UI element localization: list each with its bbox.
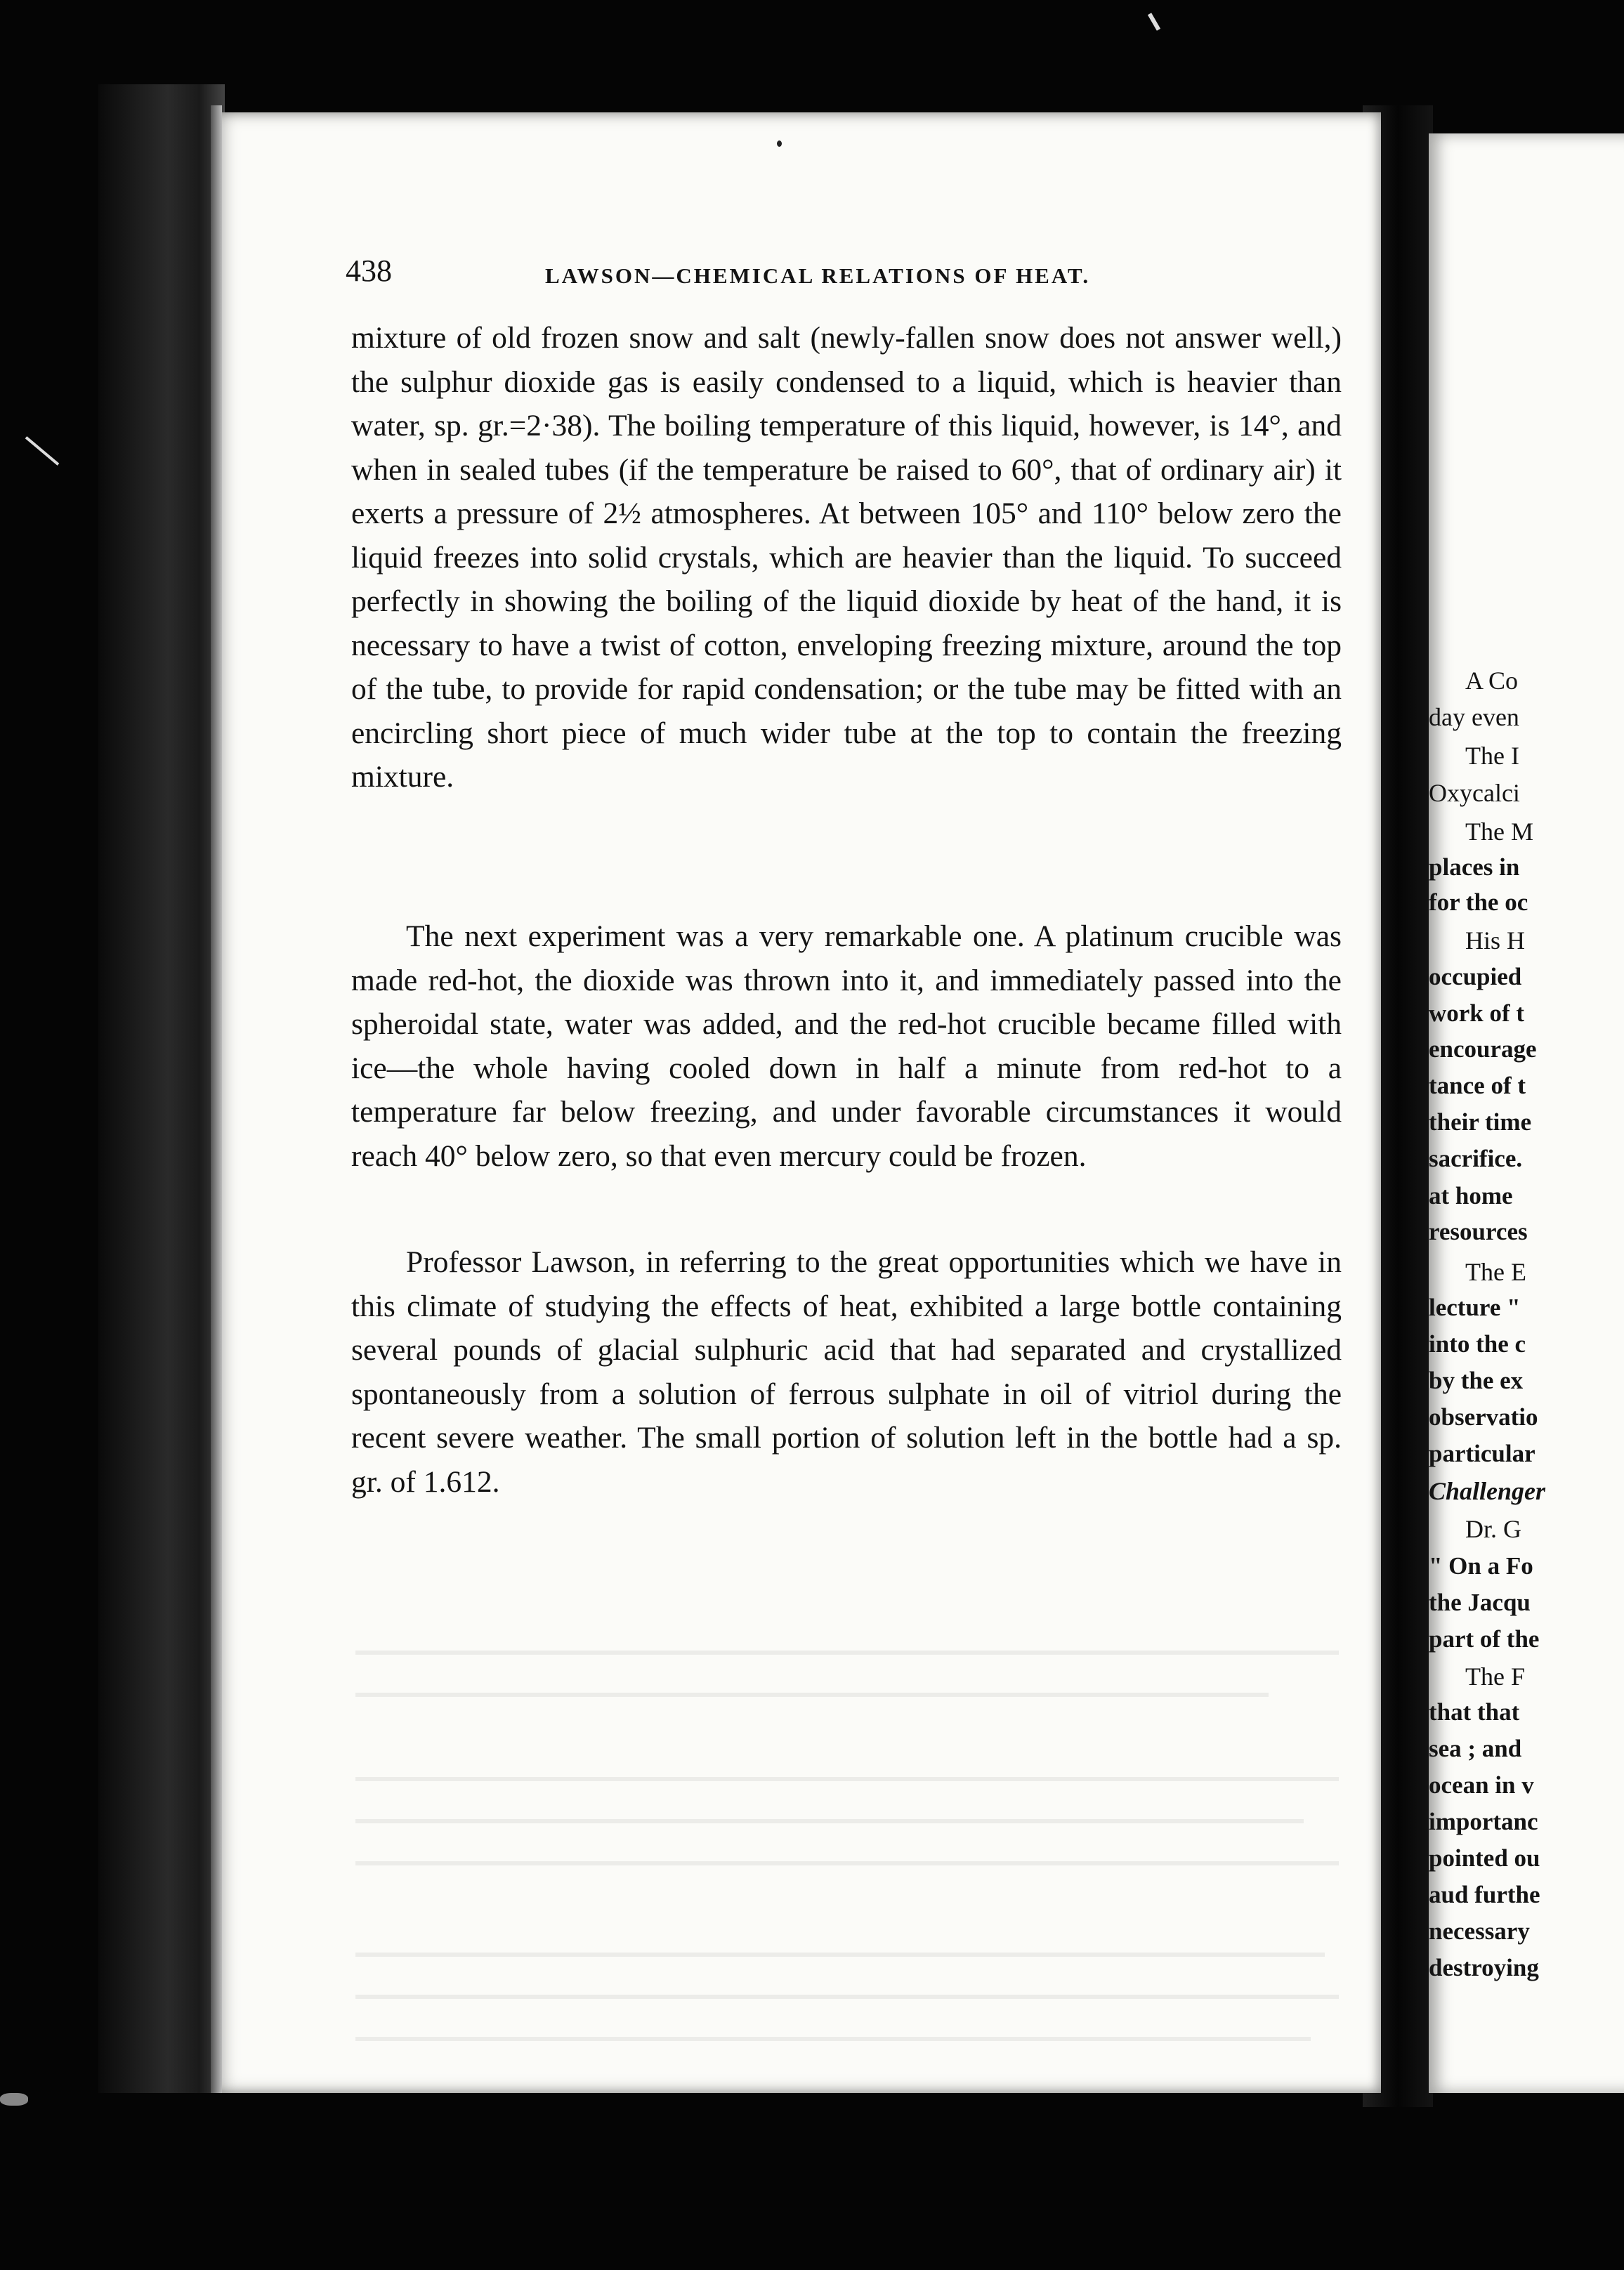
right-page-line: occupied [1429,963,1522,990]
right-page-line: observatio [1429,1403,1538,1431]
bleed-through [355,1953,1325,1957]
paragraph-text: mixture of old frozen snow and salt (newly-fallen snow does not answer well,) the sulphur dioxide gas is easily condensed to a liquid, which is heavier than water, sp. gr.=2·38). The boiling temperature of this liquid, however, is 14°, and when in sealed tubes (if the temperature be raised to 60°, that of ordinary air) it exerts a pressure of 2½ atmospheres. At between 105° and 110° below zero the liquid freezes into solid crystals, which are heavier than the liquid. To succeed perfectly in showing the boiling of the liquid dioxide by heat of the hand, it is necessary to have a twist of cotton, enveloping freezing mixture, around the top of the tube, to provide for rapid condensation; or the tube may be fitted with an encircling short piece of much wider tube at the top to contain the freezing mixture. [351,321,1342,794]
bleed-through [355,1651,1339,1655]
bleed-through [355,2037,1311,2041]
left-page [215,112,1381,2093]
right-page-line: Dr. G [1465,1515,1521,1543]
right-page-line: ocean in v [1429,1771,1534,1799]
right-page-line: particular [1429,1440,1535,1467]
right-page-line: their time [1429,1108,1532,1136]
right-page-line: work of t [1429,999,1525,1027]
paragraph-text: Professor Lawson, in referring to the great opportunities which we have in this climate of studying the effects of heat, exhibited a large bottle containing several pounds of glacial sulphuric acid that had separated and crystallized spontaneously from a solution of ferrous sulphate in oil of vitriol during the recent severe weather. The small portion of solution left in the bottle had a sp. gr. of 1.612. [351,1245,1342,1499]
paragraph-3 [351,1240,1342,1504]
running-head: LAWSON—CHEMICAL RELATIONS OF HEAT. [545,263,1091,288]
right-page-line: part of the [1429,1625,1540,1653]
right-page-line: destroying [1429,1954,1539,1981]
paragraph-2 [351,914,1342,1178]
paragraph-text: The next experiment was a very remarkable one. A platinum crucible was made red-hot, the dioxide was thrown into it, and immediately passed into the spheroidal state, water was added, and the red-hot crucible became filled with ice—the whole having cooled down in half a minute from red-hot to a temperature far below freezing, and under favorable circumstances it would reach 40° below zero, so that even mercury could be frozen. [351,919,1342,1173]
right-page-line: by the ex [1429,1367,1524,1394]
right-page-line: The I [1465,742,1519,770]
scan-speck [25,436,60,466]
right-page-line: day even [1429,703,1519,731]
right-page-line: resources [1429,1218,1528,1245]
bleed-through [355,1819,1304,1823]
right-page-line: for the oc [1429,888,1528,916]
right-page-line: Oxycalci [1429,779,1520,807]
right-page-line: aud furthe [1429,1881,1540,1908]
page-edge [211,105,222,2093]
right-page-line: into the c [1429,1330,1526,1358]
page-number: 438 [346,254,392,288]
bleed-through [355,1777,1339,1781]
right-page-line: lecture " [1429,1294,1521,1321]
bleed-through [355,1861,1339,1865]
right-page-line: The M [1465,818,1533,846]
right-page-line: encourage [1429,1035,1537,1063]
right-page-line: at home [1429,1182,1513,1209]
ink-speck [777,140,782,147]
right-page-line: The E [1465,1258,1526,1286]
right-page-line: pointed ou [1429,1844,1540,1872]
scan-speck [1148,13,1160,31]
right-page [1429,133,1624,2093]
bleed-through [355,1995,1339,1999]
right-page-line: A Co [1465,667,1519,695]
right-page-line: " On a Fo [1429,1552,1533,1580]
scan-speck [0,2093,28,2106]
book-binding-left [98,84,225,2093]
right-page-line: sea ; and [1429,1735,1522,1762]
right-page-line: sacrifice. [1429,1145,1523,1172]
right-page-line: tance of t [1429,1072,1526,1099]
right-page-line: His H [1465,926,1526,954]
paragraph-1 [351,316,1342,799]
right-page-line: the Jacqu [1429,1589,1531,1616]
right-page-line: Challenger [1429,1477,1546,1505]
bleed-through [355,1693,1269,1697]
right-page-line: that that [1429,1698,1520,1726]
right-page-line: importanc [1429,1808,1538,1835]
right-page-line: The F [1465,1662,1525,1691]
right-page-line: places in [1429,853,1520,881]
right-page-line: necessary [1429,1917,1530,1945]
